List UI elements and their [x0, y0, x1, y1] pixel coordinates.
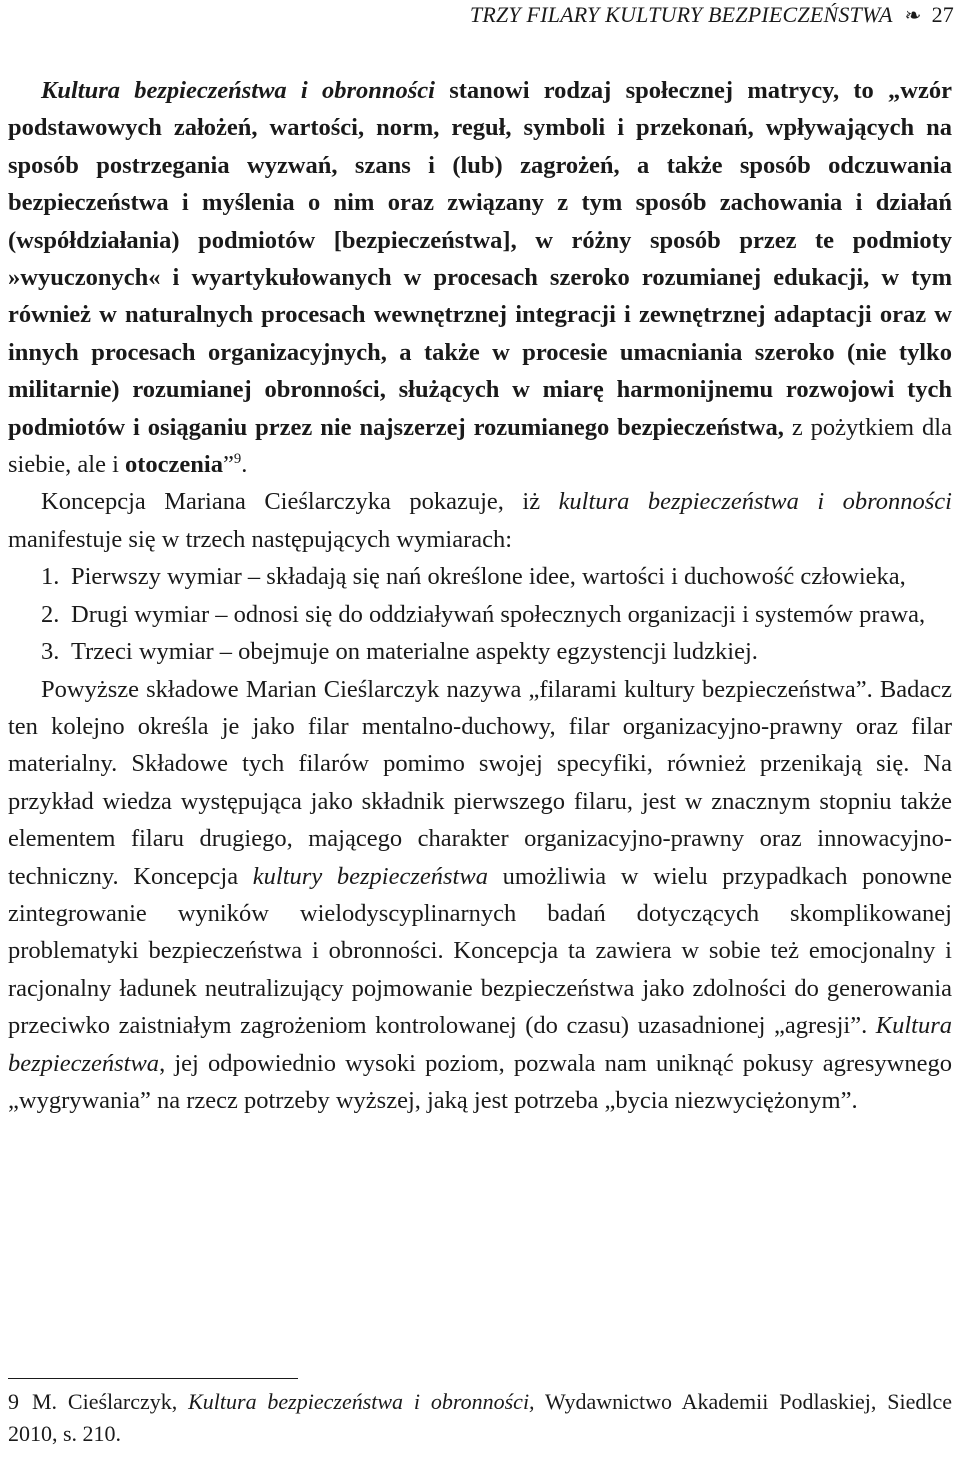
- list-text: Trzeci wymiar – obejmuje on materialne aspekty egzystencji ludzkiej.: [71, 638, 758, 666]
- fleuron-icon: ❧: [904, 5, 922, 27]
- page-number: 27: [931, 2, 954, 27]
- quote-paragraph: [8, 72, 952, 483]
- list-text: Pierwszy wymiar – składają się nań określone idee, wartości i duchowość człowieka,: [71, 563, 906, 591]
- footnote-italic: Kultura bezpieczeństwa i obronności,: [188, 1389, 535, 1414]
- footnote-text-1: M. Cieślarczyk,: [32, 1389, 189, 1414]
- footnote-ref: 9: [233, 450, 242, 467]
- body-paragraph: [8, 671, 952, 1120]
- para-italic-2: Kultura bezpieczeństwa: [8, 1012, 952, 1077]
- para-text-3: , jej odpowiednio wysoki poziom, pozwala nam uniknąć pokusy agresywnego „wygrywania” na rzecz potrzeby wyższej, jaką jest potrzeba „bycia niezwyciężonym”.: [8, 1049, 952, 1114]
- list-item: [41, 633, 952, 670]
- para-italic-1: kultury bezpieczeństwa: [252, 862, 488, 890]
- quote-plain-text: z pożytkiem dla siebie, ale i: [8, 413, 952, 479]
- list-number: 3.: [41, 638, 60, 666]
- footnote: [8, 1386, 952, 1450]
- list-item: [41, 596, 952, 633]
- para-text-2: umożliwia w wielu przypadkach ponowne zintegrowanie wyników wielodyscyplinarnych badań dotyczących skomplikowanej problematyki bezpieczeństwa i obronności. Koncepcja ta zawiera w sobie też emocjonalny i racjonalny ładunek neutralizujący pojmowanie bezpieczeństwa jako zdolności do generowania przeciwko zaistniałym zagrożeniom kontrolowanej (do czasu) uzasadnionej „agresji”.: [8, 862, 952, 1040]
- quote-closing: ”: [222, 451, 234, 479]
- running-title: TRZY FILARY KULTURY BEZPIECZEŃSTWA: [469, 2, 893, 27]
- quote-end: .: [241, 451, 248, 479]
- footnote-number: 9: [8, 1389, 19, 1414]
- list-text: Drugi wymiar – odnosi się do oddziaływań społecznych organizacji i systemów prawa,: [71, 600, 926, 628]
- footnote-divider: [8, 1378, 298, 1379]
- para-text-1: Powyższe składowe Marian Cieślarczyk nazywa „filarami kultury bezpieczeństwa”. Badacz ten kolejno określa je jako filar mentalno-duchowy, filar organizacyjno-prawny oraz filar materialny. Składowe tych filarów pomimo swojej specyfiki, również przenikają się. Na przykład wiedza występująca jako składnik pierwszego filaru, jest w znacznym stopniu także elementem filaru drugiego, mającego charakter organizacyjno-prawny oraz innowacyjno-techniczny. Koncepcja: [8, 675, 952, 890]
- intro-italic: kultura bezpieczeństwa i obronności: [558, 488, 952, 516]
- list-number: 2.: [41, 600, 60, 628]
- dimensions-list: [8, 558, 952, 670]
- footnote-text-2: Wydawnictwo Akademii Podlaskiej, Siedlce 2010, s. 210.: [8, 1389, 952, 1446]
- quote-bold-end: otoczenia: [125, 451, 223, 479]
- quote-lead: Kultura bezpieczeństwa i obronności: [41, 77, 435, 104]
- main-text: [8, 72, 952, 1119]
- quote-bold-text: stanowi rodzaj społecznej matrycy, to „wzór podstawowych założeń, wartości, norm, reguł, symboli i przekonań, wpływających na sposób postrzegania wyzwań, szans i (lub) zagrożeń, a także sposób odczuwania bezpieczeństwa i myślenia o nim oraz związany z tym sposób zachowania i działań (współdziałania) podmiotów [bezpieczeństwa], w różny sposób przez te podmioty »wyuczonych« i wyartykułowanych w procesach szeroko rozumianej edukacji, w tym również w naturalnych procesach wewnętrznej integracji i zewnętrznej adaptacji oraz w innych procesach organizacyjnych, a także w procesie umacniania szeroko (nie tylko militarnie) rozumianej obronności, służących w miarę harmonijnemu rozwojowi tych podmiotów i osiąganiu przez nie najszerzej rozumianego bezpieczeństwa,: [8, 77, 952, 441]
- list-number: 1.: [41, 563, 60, 591]
- intro-paragraph: [8, 483, 952, 558]
- intro-text-1: Koncepcja Mariana Cieślarczyka pokazuje, iż: [41, 488, 559, 516]
- intro-text-2: manifestuje się w trzech następujących wymiarach:: [8, 525, 513, 553]
- list-item: [41, 558, 952, 595]
- running-header: [470, 2, 954, 28]
